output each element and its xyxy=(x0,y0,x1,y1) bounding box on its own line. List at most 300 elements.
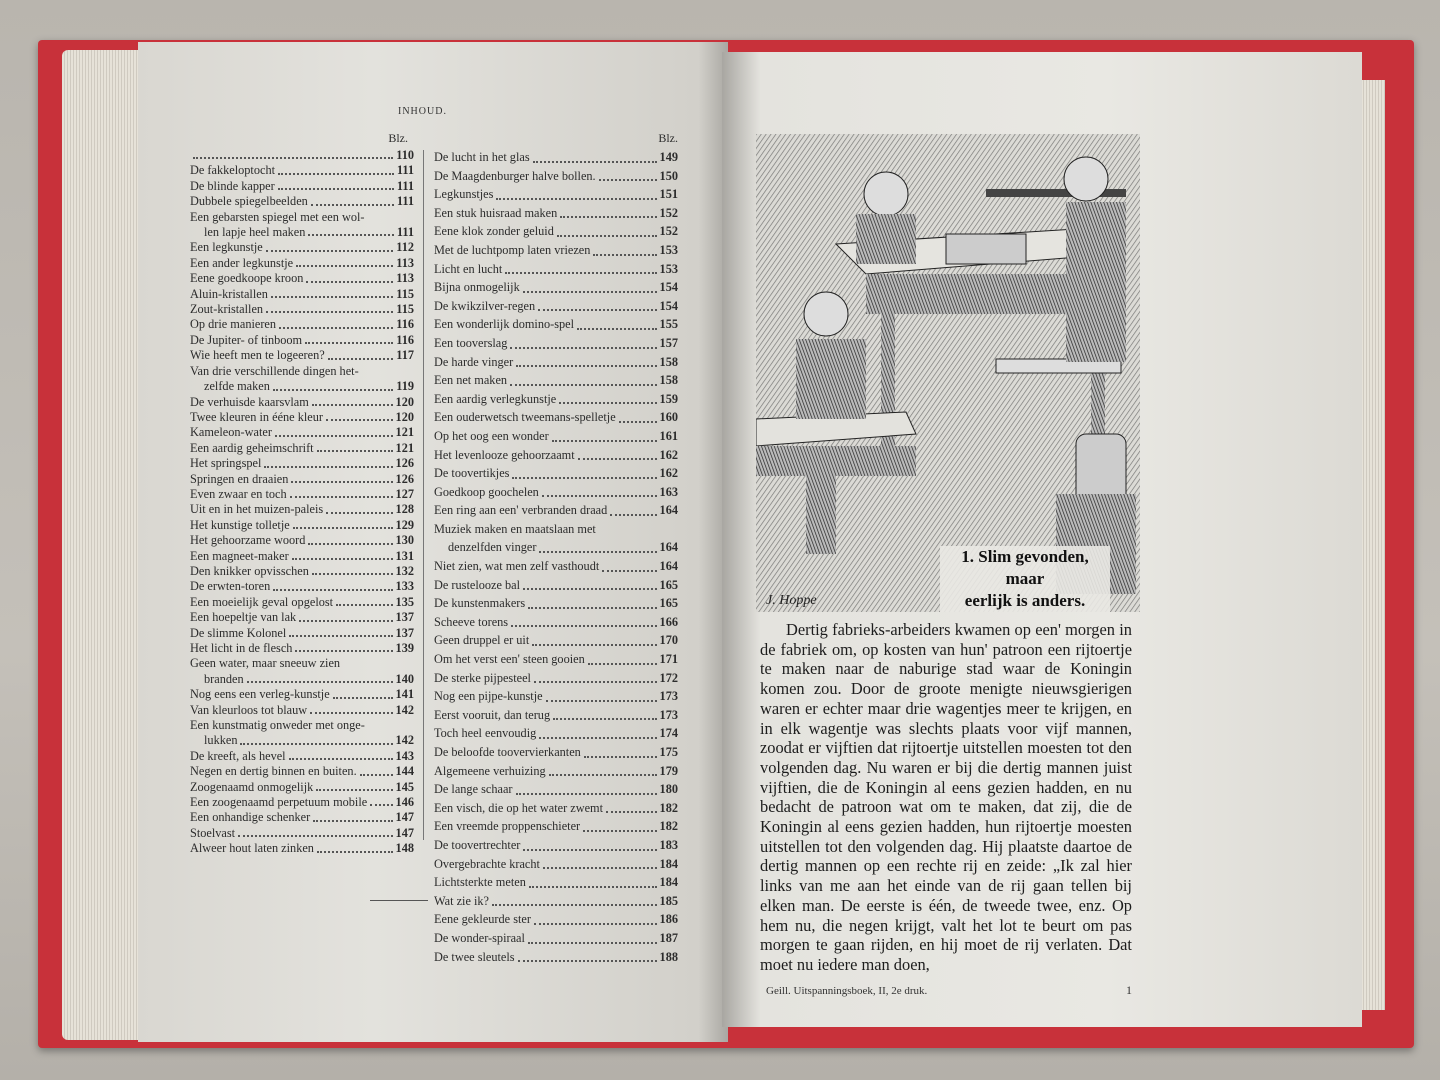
entry-page: 185 xyxy=(659,893,678,908)
entry-page: 135 xyxy=(395,594,414,609)
entry-page: 121 xyxy=(395,425,414,440)
toc-entry xyxy=(434,873,678,892)
leader-dots xyxy=(290,496,393,498)
entry-page: 183 xyxy=(659,837,678,852)
toc-entry xyxy=(190,410,414,425)
entry-title: Lichtsterkte meten xyxy=(434,875,526,890)
entry-page: 188 xyxy=(659,949,678,964)
entry-title-continued: zelfde maken xyxy=(204,379,270,394)
leader-dots xyxy=(317,851,393,853)
leader-dots xyxy=(278,173,394,175)
entry-title: Een zoogenaamd perpetuum mobile xyxy=(190,795,368,810)
leader-dots xyxy=(317,450,393,452)
entry-title: De Jupiter- of tinboom xyxy=(190,332,303,347)
leader-dots xyxy=(266,250,393,252)
entry-title: De blinde kapper xyxy=(190,178,275,193)
leader-dots xyxy=(278,188,394,190)
entry-title: Een onhandige schenker xyxy=(190,810,311,825)
leader-dots xyxy=(543,867,657,869)
entry-title: Met de luchtpomp laten vriezen xyxy=(434,242,591,257)
leader-dots xyxy=(271,296,393,298)
entry-title: Op drie manieren xyxy=(190,317,277,332)
leader-dots xyxy=(496,198,656,200)
entry-page: 160 xyxy=(659,410,678,425)
leader-dots xyxy=(546,700,657,702)
entry-title: Algemeene verhuizing xyxy=(434,763,546,778)
toc-entry xyxy=(434,687,678,706)
entry-page: 164 xyxy=(659,503,678,518)
leader-dots xyxy=(311,204,394,206)
entry-page: 147 xyxy=(395,810,414,825)
toc-entry xyxy=(190,687,414,702)
entry-page: 174 xyxy=(659,726,678,741)
toc-entry xyxy=(434,576,678,595)
entry-title: Overgebrachte kracht xyxy=(434,856,540,871)
toc-entry xyxy=(434,910,678,929)
toc-entry xyxy=(434,669,678,688)
leader-dots xyxy=(264,466,392,468)
entry-title: Wat zie ik? xyxy=(434,893,489,908)
toc-entry xyxy=(434,222,678,241)
entry-title: Negen en dertig binnen en buiten. xyxy=(190,764,357,779)
entry-page: 164 xyxy=(659,540,678,555)
toc-entry xyxy=(434,762,678,781)
entry-title-continued: denzelfden vinger xyxy=(448,540,537,555)
entry-page: 179 xyxy=(659,763,678,778)
entry-title: Muziek maken en maatslaan met xyxy=(434,521,596,536)
entry-title: Van drie verschillende dingen het- xyxy=(190,363,359,378)
entry-title: De kreeft, als hevel xyxy=(190,748,286,763)
leader-dots xyxy=(532,644,656,646)
entry-title: Op het oog een wonder xyxy=(434,428,549,443)
leader-dots xyxy=(539,551,656,553)
entry-title: De rustelooze bal xyxy=(434,577,521,592)
entry-title: Den knikker opvisschen xyxy=(190,563,309,578)
entry-page: 162 xyxy=(659,466,678,481)
toc-entry xyxy=(434,241,678,260)
entry-title: De fakkeloptocht xyxy=(190,163,276,178)
toc-entry xyxy=(190,610,414,625)
entry-page: 133 xyxy=(395,579,414,594)
toc-entry xyxy=(434,520,678,557)
entry-page: 186 xyxy=(659,912,678,927)
entry-page: 119 xyxy=(396,379,414,394)
toc-entry xyxy=(434,297,678,316)
entry-page: 120 xyxy=(395,394,414,409)
entry-title: Zoogenaamd onmogelijk xyxy=(190,779,314,794)
entry-title: Een ouderwetsch tweemans-spelletje xyxy=(434,410,616,425)
leader-dots xyxy=(306,281,393,283)
entry-title: Het gehoorzame woord xyxy=(190,533,306,548)
toc-entry xyxy=(190,456,414,471)
entry-page: 144 xyxy=(395,764,414,779)
entry-page: 126 xyxy=(395,471,414,486)
leader-dots xyxy=(240,743,392,745)
toc-entry xyxy=(190,487,414,502)
entry-title: De lucht in het glas xyxy=(434,150,530,164)
entry-page: 175 xyxy=(659,745,678,759)
toc-entry xyxy=(190,179,414,194)
leader-dots xyxy=(336,604,392,606)
entry-page: 158 xyxy=(659,354,678,369)
toc-entry xyxy=(190,256,414,271)
toc-entry xyxy=(190,287,414,302)
entry-page: 153 xyxy=(659,261,678,276)
entry-page: 121 xyxy=(395,440,414,455)
entry-page: 116 xyxy=(396,332,414,347)
toc-entry xyxy=(434,743,678,762)
leader-dots xyxy=(510,384,656,386)
entry-title: Een tooverslag xyxy=(434,335,508,350)
toc-entry xyxy=(190,626,414,641)
entry-title: Een hoepeltje van lak xyxy=(190,610,297,625)
toc-entry xyxy=(434,948,678,967)
entry-page: 111 xyxy=(396,194,414,209)
leader-dots xyxy=(584,756,657,758)
entry-page: 129 xyxy=(395,517,414,532)
entry-title: Eerst vooruit, dan terug xyxy=(434,707,551,722)
entry-page: 158 xyxy=(659,373,678,388)
entry-title: Stoelvast xyxy=(190,825,236,840)
entry-page: 137 xyxy=(395,610,414,625)
entry-page: 111 xyxy=(396,225,414,240)
toc-entry xyxy=(434,650,678,669)
leader-dots xyxy=(528,942,657,944)
entry-page: 112 xyxy=(396,240,414,255)
leader-dots xyxy=(310,712,392,714)
entry-title: Goedkoop goochelen xyxy=(434,484,539,499)
toc-entry xyxy=(190,810,414,825)
entry-page: 113 xyxy=(396,271,414,286)
entry-page: 143 xyxy=(395,748,414,763)
entry-title: De beloofde toovervierkanten xyxy=(434,745,581,759)
entry-page: 111 xyxy=(396,178,414,193)
entry-title: De toovertikjes xyxy=(434,466,510,481)
toc-entry xyxy=(190,333,414,348)
entry-page: 154 xyxy=(659,298,678,313)
toc-entry xyxy=(434,613,678,632)
entry-title: Een aardig geheimschrift xyxy=(190,440,314,455)
entry-page: 151 xyxy=(659,187,678,202)
entry-page: 147 xyxy=(395,825,414,840)
entry-title: De toovertrechter xyxy=(434,837,521,852)
entry-title: Een vreemde proppenschieter xyxy=(434,819,581,834)
entry-title: De Maagdenburger halve bollen. xyxy=(434,168,596,183)
entry-title: Nog eens een verleg-kunstje xyxy=(190,687,330,702)
toc-entry xyxy=(434,780,678,799)
leader-dots xyxy=(266,311,393,313)
toc-entry xyxy=(434,204,678,223)
entry-title: Eene gekleurde ster xyxy=(434,912,531,927)
toc-entry xyxy=(190,148,414,163)
entry-page: 152 xyxy=(659,205,678,220)
entry-page: 182 xyxy=(659,819,678,834)
entry-title: Het kunstige tolletje xyxy=(190,517,290,532)
leader-dots xyxy=(523,849,656,851)
leader-dots xyxy=(516,793,657,795)
toc-entry xyxy=(190,579,414,594)
leader-dots xyxy=(577,328,657,330)
toc-entry xyxy=(190,194,414,209)
footer-signature-line: Geill. Uitspanningsboek, II, 2e druk. xyxy=(766,984,928,997)
entry-page: 115 xyxy=(396,286,414,301)
toc-entry xyxy=(434,929,678,948)
toc-entry xyxy=(434,446,678,465)
leader-dots xyxy=(533,161,657,163)
leader-dots xyxy=(560,216,656,218)
toc-entry xyxy=(190,564,414,579)
leader-dots xyxy=(553,718,656,720)
leader-dots xyxy=(312,573,393,575)
leader-dots xyxy=(279,327,393,329)
entry-title: Scheeve torens xyxy=(434,614,509,629)
entry-title: De kunstenmakers xyxy=(434,596,526,611)
toc-entry xyxy=(190,795,414,810)
entry-title: De wonder-spiraal xyxy=(434,930,525,945)
leader-dots xyxy=(326,419,393,421)
entry-page: 157 xyxy=(659,335,678,350)
leader-dots xyxy=(292,558,393,560)
entry-page: 120 xyxy=(395,409,414,424)
toc-entry xyxy=(190,163,414,178)
leader-dots xyxy=(312,404,393,406)
toc-entry xyxy=(434,371,678,390)
leader-dots xyxy=(542,495,657,497)
leader-dots xyxy=(619,421,657,423)
entry-title: Een gebarsten spiegel met een wol- xyxy=(190,209,365,224)
leader-dots xyxy=(326,512,392,514)
toc-entry xyxy=(434,427,678,446)
leader-dots xyxy=(305,342,393,344)
entry-page: 184 xyxy=(659,875,678,890)
entry-page: 116 xyxy=(396,317,414,332)
chapter-title-line: 1. Slim gevonden, xyxy=(961,547,1089,566)
toc-entry xyxy=(434,185,678,204)
leader-dots xyxy=(557,235,657,237)
entry-title: Een net maken xyxy=(434,373,508,388)
toc-entry xyxy=(190,302,414,317)
entry-page: 162 xyxy=(659,447,678,462)
entry-page: 145 xyxy=(395,779,414,794)
entry-title: De kwikzilver-regen xyxy=(434,298,536,313)
entry-title: Van kleurloos tot blauw xyxy=(190,702,308,717)
entry-title: Zout-kristallen xyxy=(190,302,264,317)
leader-dots xyxy=(538,309,656,311)
leader-dots xyxy=(238,835,392,837)
entry-title: Het levenlooze gehoorzaamt xyxy=(434,447,575,462)
toc-entry xyxy=(190,826,414,841)
leader-dots xyxy=(333,697,393,699)
leader-dots xyxy=(308,234,394,236)
entry-title: Kameleon-water xyxy=(190,425,272,440)
toc-entry xyxy=(190,240,414,255)
toc-entry xyxy=(434,557,678,576)
toc-entry xyxy=(190,841,414,856)
entry-page: 172 xyxy=(659,670,678,685)
entry-title-continued: len lapje heel maken xyxy=(204,225,306,240)
leader-dots xyxy=(523,291,657,293)
toc-entry xyxy=(190,780,414,795)
entry-title: Wie heeft men te logeeren? xyxy=(190,348,325,363)
toc-entry xyxy=(190,749,414,764)
toc-entry xyxy=(190,764,414,779)
toc-entry xyxy=(434,260,678,279)
leader-dots xyxy=(289,758,393,760)
chapter-title-line: eerlijk is anders. xyxy=(964,591,1086,610)
leader-dots xyxy=(316,789,392,791)
entry-page: 155 xyxy=(659,317,678,332)
entry-title: De sterke pijpesteel xyxy=(434,670,531,685)
entry-title: De erwten-toren xyxy=(190,579,271,594)
entry-title: Niet zien, wat men zelf vasthoudt xyxy=(434,559,600,574)
entry-page: 117 xyxy=(396,348,414,363)
entry-page: 163 xyxy=(659,484,678,499)
leader-dots xyxy=(529,886,657,888)
entry-page: 164 xyxy=(659,559,678,574)
toc-entry xyxy=(434,464,678,483)
entry-page: 146 xyxy=(395,795,414,810)
toc-entry xyxy=(190,271,414,286)
entry-page: 149 xyxy=(659,150,678,164)
entry-title: Toch heel eenvoudig xyxy=(434,726,537,741)
entry-title: De verhuisde kaarsvlam xyxy=(190,394,309,409)
entry-page: 187 xyxy=(659,930,678,945)
body-paragraph: Dertig fabrieks-arbeiders kwamen op een' morgen in de fabriek om, op kosten van hun' patroon een rijtoertje te maken naar de naburige stad waar de Koningin komen zou. Door de groote menigte nieuwsgierigen waren er echter maar drie wagentjes meer te krijgen, en in elk wagentje was slechts plaats voor vijf mannen, zoodat er vijftien dat rijtoertje uitstellen moesten tot den volgenden dag. Nu waren er bij die dertig mannen juist vijftien, die de Koningin al eens gezien hadden, en nu bedacht de patroon wat om te maken, dat zij, die de Koningin al eens gezien hadden, hun rijtoertje moesten uitstellen tot den volgenden dag. Hij plaatste daartoe de dertig mannen op een rechte rij en zeide: „Ik zal hier links van me aan het einde van de rij gaan tellen bij elken man. De eerste is één, de tweede twee, enz. Op hem nu, die negen krijgt, valt het lot te beurt om pas morgen te gaan rijden, en hij moet de rij verlaten. Dat moet nu iedere man doen, xyxy=(760,620,1132,974)
entry-title: Een magneet-maker xyxy=(190,548,289,563)
toc-heading: INHOUD. xyxy=(398,106,447,117)
leader-dots xyxy=(247,681,393,683)
page-footer xyxy=(760,983,1132,998)
entry-title: De twee sleutels xyxy=(434,949,515,964)
entry-title: Een moeielijk geval opgelost xyxy=(190,594,334,609)
toc-entry xyxy=(434,334,678,353)
leader-dots xyxy=(289,635,392,637)
leader-dots xyxy=(296,265,393,267)
toc-entry xyxy=(434,594,678,613)
entry-title: De slimme Kolonel xyxy=(190,625,287,640)
leader-dots xyxy=(360,774,393,776)
entry-page: 165 xyxy=(659,577,678,592)
leader-dots xyxy=(313,820,392,822)
leader-dots xyxy=(599,179,657,181)
toc-entry xyxy=(434,483,678,502)
toc-entry xyxy=(190,502,414,517)
entry-title: Een aardig verlegkunstje xyxy=(434,391,557,406)
leader-dots xyxy=(534,681,657,683)
leader-dots xyxy=(308,543,392,545)
entry-title: Een legkunstje xyxy=(190,240,263,255)
entry-page: 139 xyxy=(395,641,414,655)
leader-dots xyxy=(518,960,657,962)
toc-entry xyxy=(434,408,678,427)
toc-entry xyxy=(434,817,678,836)
entry-page: 170 xyxy=(659,633,678,648)
toc-entry xyxy=(434,278,678,297)
entry-page: 142 xyxy=(395,733,414,748)
toc-entry xyxy=(190,533,414,548)
leader-dots xyxy=(510,347,656,349)
entry-page: 130 xyxy=(395,533,414,548)
entry-title: Springen en draaien xyxy=(190,471,289,486)
toc-entry xyxy=(190,549,414,564)
leader-dots xyxy=(606,811,657,813)
toc-entry xyxy=(190,348,414,363)
page-column-label: Blz. xyxy=(658,131,678,145)
entry-page: 171 xyxy=(659,652,678,667)
leader-dots xyxy=(602,570,656,572)
entry-title: Het licht in de flesch xyxy=(190,641,293,655)
leader-dots xyxy=(588,663,657,665)
entry-page: 154 xyxy=(659,280,678,295)
entry-title: Eene klok zonder geluid xyxy=(434,224,554,239)
entry-page: 166 xyxy=(659,614,678,629)
toc-entry xyxy=(434,724,678,743)
leader-dots xyxy=(523,588,657,590)
engraving-illustration xyxy=(756,134,1140,612)
leader-dots xyxy=(273,589,392,591)
right-page-text xyxy=(760,620,1132,998)
leader-dots xyxy=(328,358,394,360)
entry-title: De lange schaar xyxy=(434,782,513,797)
end-rule xyxy=(370,900,428,901)
toc-entry xyxy=(190,395,414,410)
entry-title: Uit en in het muizen-paleis xyxy=(190,502,324,517)
leader-dots xyxy=(534,923,657,925)
entry-page: 137 xyxy=(395,625,414,640)
toc-entry xyxy=(434,501,678,520)
entry-page: 132 xyxy=(395,563,414,578)
leader-dots xyxy=(512,477,656,479)
page-number: 1 xyxy=(1126,982,1132,997)
entry-page: 152 xyxy=(659,224,678,239)
toc-entry xyxy=(190,718,414,749)
toc-entry xyxy=(190,441,414,456)
entry-title: De harde vinger xyxy=(434,354,514,369)
entry-page: 142 xyxy=(395,702,414,717)
toc-entry xyxy=(434,390,678,409)
entry-title: Aluin-kristallen xyxy=(190,286,268,301)
entry-title-continued: lukken xyxy=(204,733,238,748)
entry-page: 110 xyxy=(396,148,414,162)
leader-dots xyxy=(273,389,393,391)
entry-title: Een kunstmatig onweder met onge- xyxy=(190,718,365,733)
toc-entry xyxy=(434,631,678,650)
toc-entry xyxy=(434,836,678,855)
entry-title: Geen water, maar sneeuw zien xyxy=(190,656,341,671)
leader-dots xyxy=(539,737,656,739)
leader-dots xyxy=(549,774,657,776)
entry-title: Een ring aan een' verbranden draad xyxy=(434,503,608,518)
leader-dots xyxy=(193,157,393,159)
entry-title: Nog een pijpe-kunstje xyxy=(434,689,543,704)
entry-page: 128 xyxy=(395,502,414,517)
entry-page: 148 xyxy=(395,841,414,856)
entry-title: Even zwaar en toch xyxy=(190,486,287,501)
entry-title: Legkunstjes xyxy=(434,187,494,202)
chapter-title xyxy=(940,546,1110,612)
toc-entry xyxy=(434,148,678,167)
toc-column-right xyxy=(434,128,678,966)
entry-page: 150 xyxy=(659,168,678,183)
entry-page: 127 xyxy=(395,486,414,501)
toc-entry xyxy=(190,425,414,440)
toc-entry xyxy=(434,799,678,818)
leader-dots xyxy=(516,365,656,367)
page-column-label: Blz. xyxy=(388,131,408,145)
entry-page: 141 xyxy=(395,687,414,702)
artist-signature: J. Hoppe xyxy=(766,593,817,608)
entry-page: 165 xyxy=(659,596,678,611)
